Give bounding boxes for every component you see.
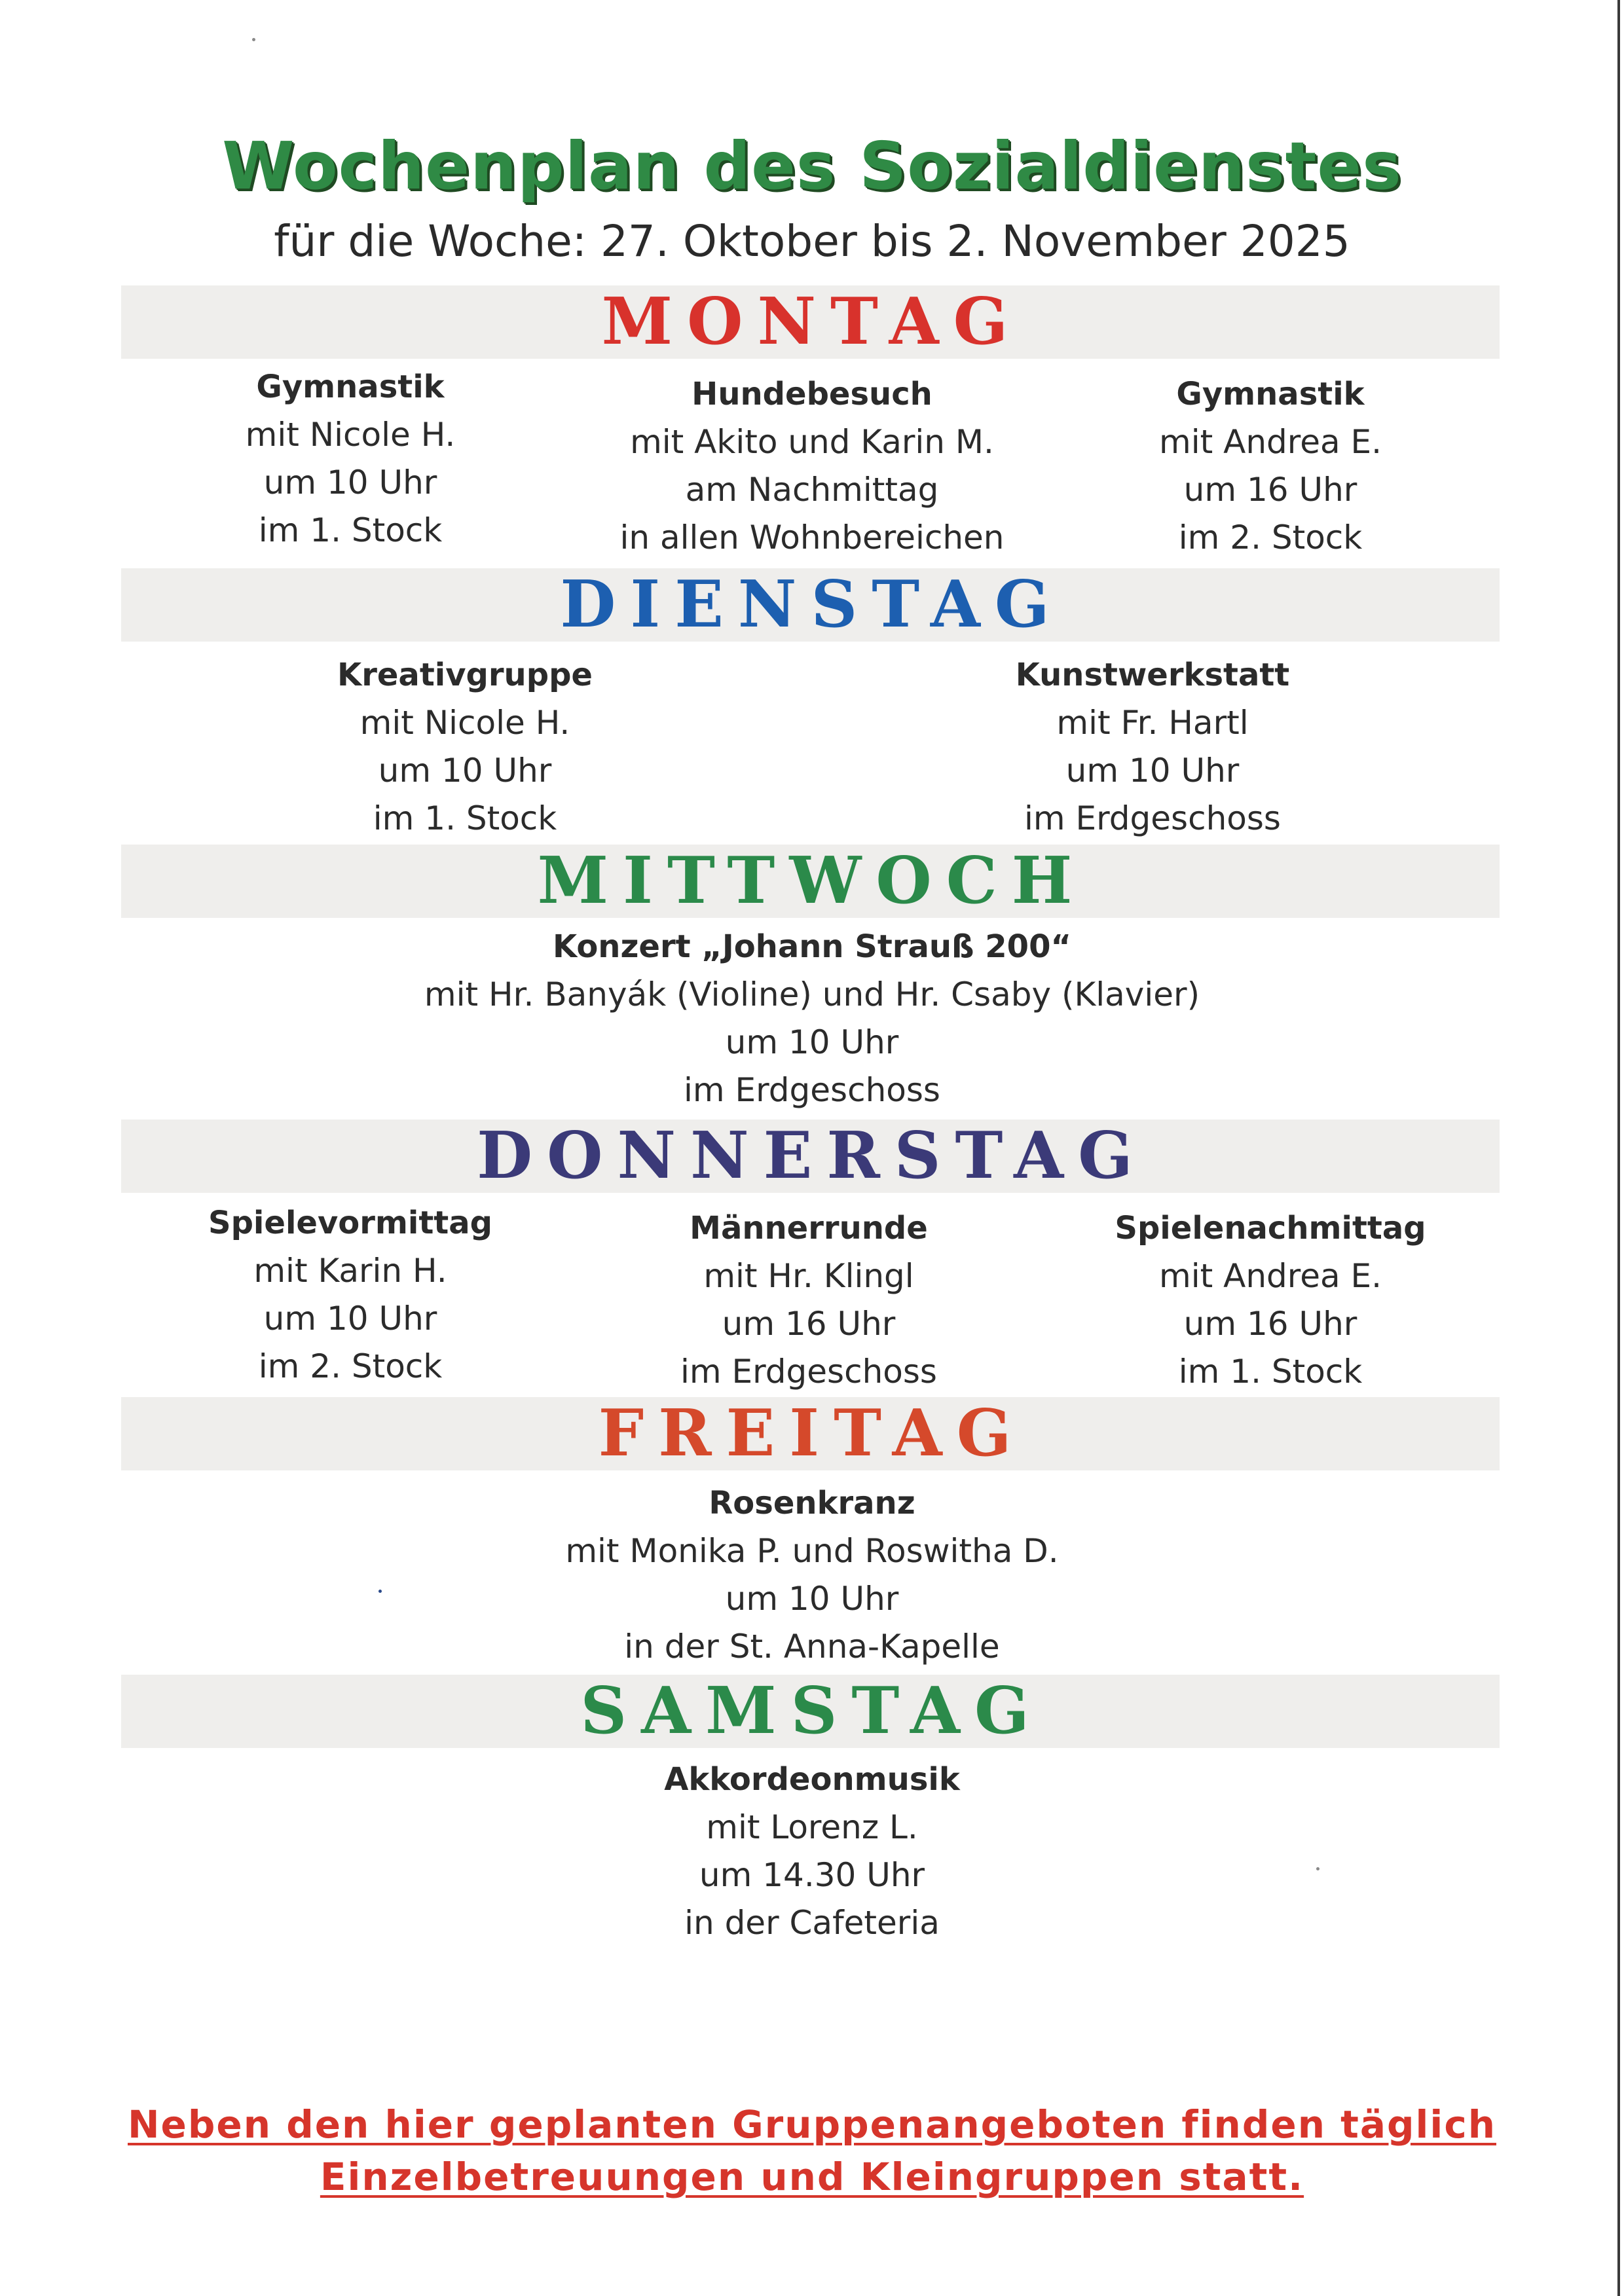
event-dienstag-2 (969, 651, 1336, 843)
event-host: mit Andrea E. (1159, 1257, 1382, 1295)
page-title: Wochenplan des Sozialdienstes (222, 128, 1402, 204)
event-mittwoch-1 (354, 923, 1270, 1114)
event-location: im 2. Stock (258, 1347, 443, 1385)
event-title: Spielevormittag (208, 1205, 492, 1241)
event-location: im Erdgeschoss (1024, 799, 1281, 837)
event-title: Rosenkranz (709, 1485, 915, 1522)
day-heading-donnerstag: DONNERSTAG (477, 1118, 1147, 1194)
scan-speck (1316, 1867, 1320, 1870)
event-donnerstag-3 (1087, 1205, 1454, 1396)
event-location: in der St. Anna-Kapelle (624, 1628, 1000, 1666)
event-title: Gymnastik (1176, 376, 1365, 412)
event-location: im 1. Stock (258, 511, 443, 549)
day-heading-mittwoch: MITTWOCH (537, 843, 1087, 919)
event-location: in allen Wohnbereichen (619, 519, 1005, 556)
event-location: in der Cafeteria (684, 1904, 940, 1942)
event-time: um 10 Uhr (725, 1580, 899, 1618)
day-heading-dienstag: DIENSTAG (560, 567, 1064, 642)
event-time: um 10 Uhr (725, 1023, 899, 1061)
scan-speck (378, 1590, 382, 1593)
event-title: Kreativgruppe (337, 657, 593, 693)
event-donnerstag-2 (629, 1205, 989, 1396)
event-donnerstag-1 (170, 1199, 530, 1391)
footer-line-1: Neben den hier geplanten Gruppenangeboten finden täglich (127, 2102, 1496, 2147)
day-heading-freitag: FREITAG (598, 1396, 1026, 1471)
page-subtitle: für die Woche: 27. Oktober bis 2. November 2025 (274, 216, 1350, 266)
scan-speck (252, 38, 255, 41)
event-location: im Erdgeschoss (684, 1071, 940, 1109)
event-host: mit Nicole H. (360, 704, 570, 742)
event-time: um 10 Uhr (378, 752, 552, 790)
event-time: um 16 Uhr (722, 1305, 896, 1343)
footer-line-2: Einzelbetreuungen und Kleingruppen statt. (320, 2155, 1304, 2199)
event-title: Kunstwerkstatt (1015, 657, 1290, 693)
event-title: Spielenachmittag (1115, 1210, 1426, 1247)
event-time: um 10 Uhr (263, 464, 437, 501)
event-time: um 10 Uhr (1065, 752, 1240, 790)
event-host: mit Hr. Banyák (Violine) und Hr. Csaby (Klavier) (424, 975, 1200, 1013)
event-host: mit Hr. Klingl (703, 1257, 914, 1295)
day-heading-samstag: SAMSTAG (580, 1673, 1044, 1749)
event-host: mit Nicole H. (245, 416, 456, 454)
event-title: Akkordeonmusik (664, 1761, 960, 1798)
event-title: Konzert „Johann Strauß 200“ (552, 928, 1072, 965)
event-host: mit Karin H. (253, 1252, 447, 1290)
event-montag-3 (1100, 371, 1441, 562)
event-location: im 1. Stock (373, 799, 557, 837)
event-location: im 1. Stock (1178, 1353, 1363, 1391)
event-dienstag-1 (282, 651, 648, 843)
event-host: mit Fr. Hartl (1056, 704, 1249, 742)
event-title: Gymnastik (256, 369, 445, 405)
event-time: um 10 Uhr (263, 1300, 437, 1338)
event-host: mit Andrea E. (1159, 423, 1382, 461)
event-host: mit Lorenz L. (706, 1808, 918, 1846)
day-heading-montag: MONTAG (601, 284, 1023, 359)
event-time: um 16 Uhr (1183, 471, 1357, 509)
event-location: im Erdgeschoss (680, 1353, 937, 1391)
event-montag-2 (576, 371, 1048, 562)
event-time: am Nachmittag (685, 471, 939, 509)
event-title: Männerrunde (690, 1210, 928, 1247)
event-host: mit Akito und Karin M. (630, 423, 994, 461)
event-freitag-1 (485, 1480, 1139, 1671)
footer-note (0, 2098, 1624, 2203)
event-time: um 16 Uhr (1183, 1305, 1357, 1343)
event-title: Hundebesuch (692, 376, 932, 412)
event-samstag-1 (550, 1756, 1074, 1947)
event-location: im 2. Stock (1178, 519, 1363, 556)
event-host: mit Monika P. und Roswitha D. (565, 1532, 1059, 1570)
event-time: um 14.30 Uhr (699, 1856, 925, 1894)
event-montag-1 (180, 363, 521, 555)
